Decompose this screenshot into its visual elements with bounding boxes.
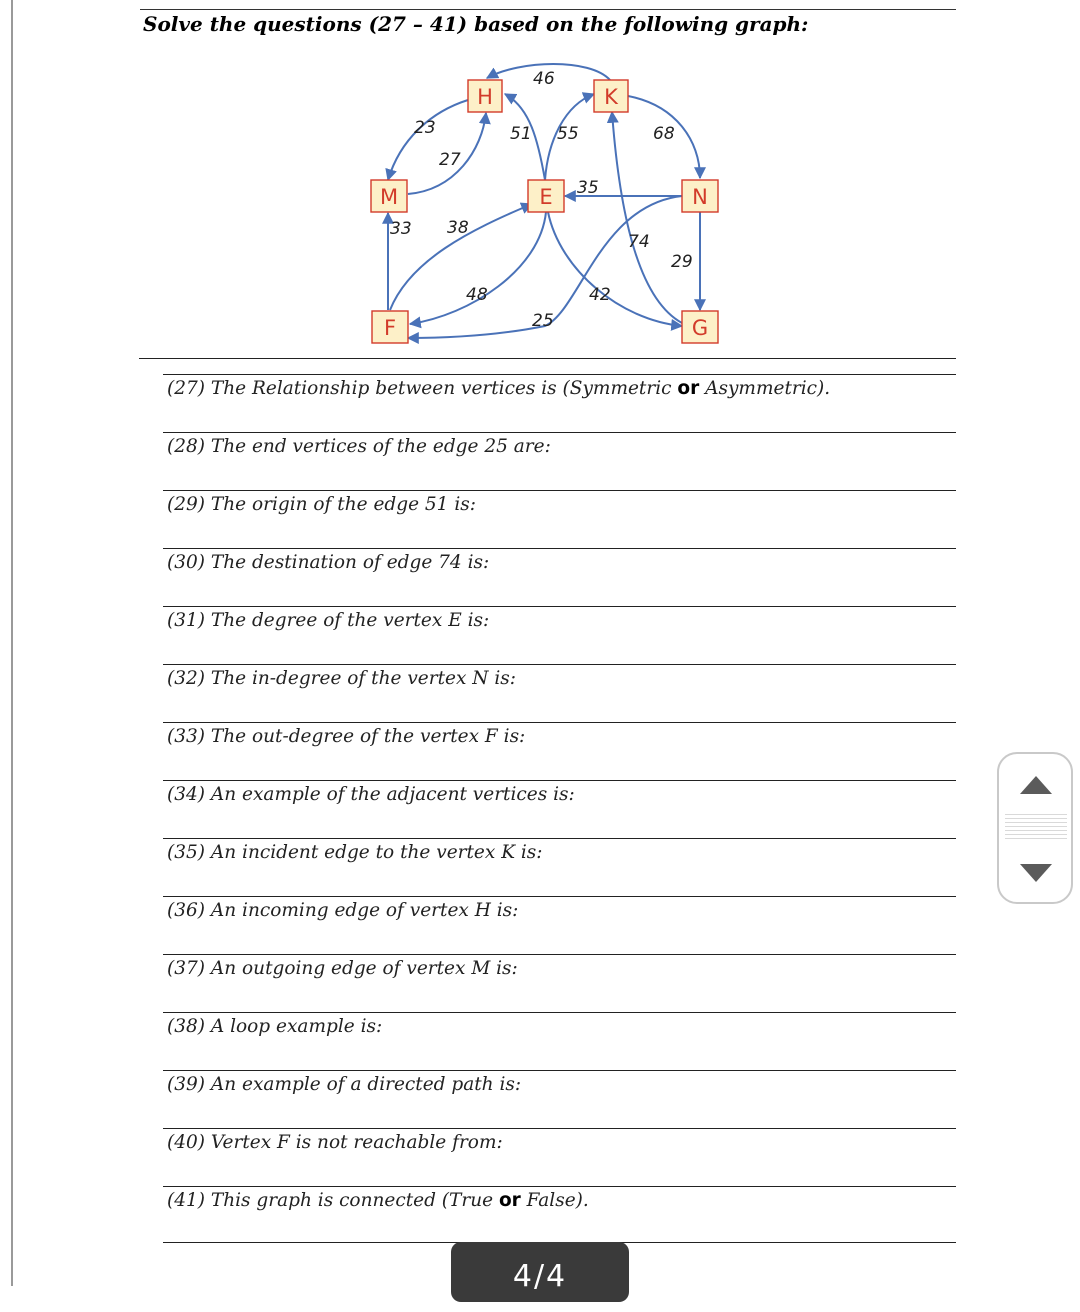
question-41: (41) This graph is connected (True or False). xyxy=(167,1190,589,1211)
question-rule xyxy=(163,1012,956,1013)
weight-42-label: 42 xyxy=(589,285,611,305)
weight-68-label: 68 xyxy=(653,124,675,144)
question-rule xyxy=(163,838,956,839)
question-rule xyxy=(163,1186,956,1187)
question-rule xyxy=(163,432,956,433)
question-31: (31) The degree of the vertex E is: xyxy=(167,610,490,631)
question-33: (33) The out-degree of the vertex F is: xyxy=(167,726,526,747)
question-29: (29) The origin of the edge 51 is: xyxy=(167,494,476,515)
weight-33-label: 33 xyxy=(390,219,412,239)
vertex-h-label: H xyxy=(477,85,493,109)
question-rule xyxy=(163,374,956,375)
weight-27-label: 27 xyxy=(439,150,461,170)
weight-35-label: 35 xyxy=(577,178,599,198)
weight-23-label: 23 xyxy=(414,118,436,138)
question-rule xyxy=(163,780,956,781)
page-indicator: 4/4 xyxy=(451,1242,629,1302)
weight-48-label: 48 xyxy=(466,285,488,305)
question-32: (32) The in-degree of the vertex N is: xyxy=(167,668,516,689)
question-38: (38) A loop example is: xyxy=(167,1016,383,1037)
question-rule xyxy=(163,606,956,607)
vertex-m-label: M xyxy=(379,185,399,209)
question-rule xyxy=(163,548,956,549)
graph-divider xyxy=(139,358,956,359)
question-rule xyxy=(163,1070,956,1071)
edge-42 xyxy=(548,212,682,326)
vertex-k-label: K xyxy=(604,85,618,109)
scroll-grip[interactable] xyxy=(1005,814,1067,840)
vertex-g-label: G xyxy=(691,316,709,340)
weight-25-label: 25 xyxy=(532,311,554,331)
question-rule xyxy=(163,664,956,665)
weight-51-label: 51 xyxy=(510,124,532,144)
weight-55-label: 55 xyxy=(557,124,579,144)
directed-graph xyxy=(0,0,1080,360)
question-30: (30) The destination of edge 74 is: xyxy=(167,552,490,573)
question-36: (36) An incoming edge of vertex H is: xyxy=(167,900,519,921)
triangle-down-icon[interactable] xyxy=(1020,864,1052,882)
question-35: (35) An incident edge to the vertex K is: xyxy=(167,842,543,863)
weight-46-label: 46 xyxy=(533,69,555,89)
question-rule xyxy=(163,490,956,491)
question-rule xyxy=(163,722,956,723)
question-37: (37) An outgoing edge of vertex M is: xyxy=(167,958,518,979)
weight-74-label: 74 xyxy=(628,232,650,252)
page-scroll-widget[interactable] xyxy=(997,752,1073,904)
question-27: (27) The Relationship between vertices is (Symmetric or Asymmetric). xyxy=(167,378,831,399)
vertex-f-label: F xyxy=(383,316,397,340)
weight-38-label: 38 xyxy=(447,218,469,238)
question-39: (39) An example of a directed path is: xyxy=(167,1074,522,1095)
question-rule xyxy=(163,954,956,955)
question-rule xyxy=(163,896,956,897)
vertex-n-label: N xyxy=(692,185,708,209)
question-28: (28) The end vertices of the edge 25 are: xyxy=(167,436,551,457)
question-40: (40) Vertex F is not reachable from: xyxy=(167,1132,503,1153)
page-heading: Solve the questions (27 – 41) based on the following graph: xyxy=(143,12,809,36)
triangle-up-icon[interactable] xyxy=(1020,776,1052,794)
question-34: (34) An example of the adjacent vertices is: xyxy=(167,784,575,805)
vertex-e-label: E xyxy=(539,185,553,209)
weight-29-label: 29 xyxy=(671,252,693,272)
question-rule xyxy=(163,1128,956,1129)
